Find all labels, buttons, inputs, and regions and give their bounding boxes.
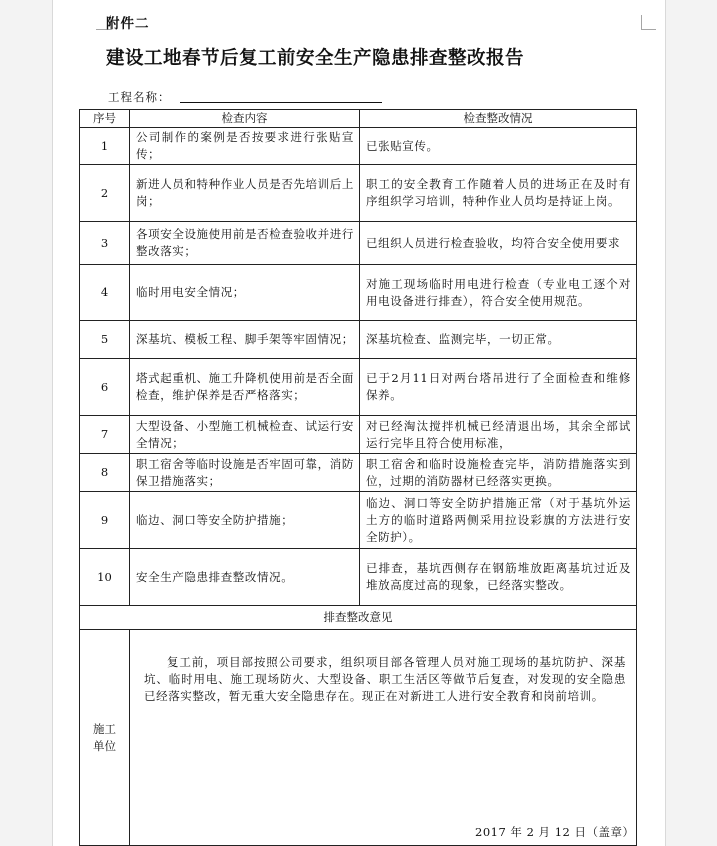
header-status: 检查整改情况	[360, 110, 637, 128]
row-rectification-status: 已组织人员进行检查验收，均符合安全使用要求	[360, 222, 637, 265]
row-check-content: 各项安全设施使用前是否检查验收并进行整改落实；	[130, 222, 360, 265]
table-row	[80, 359, 637, 416]
table-row	[80, 492, 637, 549]
header-no: 序号	[80, 110, 130, 128]
table-header-row	[80, 110, 637, 128]
row-number: 7	[80, 416, 130, 454]
row-number: 1	[80, 128, 130, 165]
row-check-content: 安全生产隐患排查整改情况。	[130, 549, 360, 606]
row-rectification-status: 已于2月11日对两台塔吊进行了全面检查和维修保养。	[360, 359, 637, 416]
document-title: 建设工地春节后复工前安全生产隐患排查整改报告	[106, 48, 525, 69]
row-rectification-status: 职工宿舍和临时设施检查完毕，消防措施落实到位，过期的消防器材已经落实更换。	[360, 454, 637, 492]
project-name-label: 工程名称：	[108, 90, 171, 104]
row-number: 4	[80, 265, 130, 321]
unit-label-line-2: 单位	[93, 738, 116, 753]
table-row	[80, 165, 637, 222]
table-row	[80, 265, 637, 321]
project-name-field-line[interactable]	[180, 102, 382, 103]
page-corner-mark-top-right	[641, 15, 656, 30]
table-row	[80, 454, 637, 492]
row-check-content: 大型设备、小型施工机械检查、试运行安全情况；	[130, 416, 360, 454]
row-check-content: 公司制作的案例是否按要求进行张贴宣传；	[130, 128, 360, 165]
row-check-content: 新进人员和特种作业人员是否先培训后上岗；	[130, 165, 360, 222]
signature-date: 2017 年 2 月 12 日（盖章）	[475, 825, 635, 839]
opinion-header: 排查整改意见	[80, 606, 637, 630]
opinion-cell	[130, 630, 637, 846]
opinion-row	[80, 630, 637, 846]
row-rectification-status: 深基坑检查、监测完毕，一切正常。	[360, 321, 637, 359]
table-row	[80, 222, 637, 265]
row-rectification-status: 临边、洞口等安全防护措施正常（对于基坑外运土方的临时道路两侧采用拉设彩旗的方法进行安全防护）。	[360, 492, 637, 549]
row-number: 6	[80, 359, 130, 416]
table-row	[80, 128, 637, 165]
row-check-content: 临时用电安全情况；	[130, 265, 360, 321]
row-rectification-status: 职工的安全教育工作随着人员的进场正在及时有序组织学习培训，特种作业人员均是持证上岗。	[360, 165, 637, 222]
row-number: 5	[80, 321, 130, 359]
row-check-content: 深基坑、模板工程、脚手架等牢固情况；	[130, 321, 360, 359]
row-number: 8	[80, 454, 130, 492]
table-row	[80, 321, 637, 359]
row-number: 3	[80, 222, 130, 265]
row-number: 10	[80, 549, 130, 606]
opinion-text: 复工前，项目部按照公司要求，组织项目部各管理人员对施工现场的基坑防护、深基坑、临时用电、施工现场防火、大型设备、职工生活区等做节后复查，对发现的安全隐患已经落实整改，暂无重大安全隐患存在。现正在对新进工人进行安全教育和岗前培训。	[144, 655, 626, 703]
header-content: 检查内容	[130, 110, 360, 128]
row-number: 2	[80, 165, 130, 222]
row-check-content: 临边、洞口等安全防护措施；	[130, 492, 360, 549]
row-number: 9	[80, 492, 130, 549]
row-check-content: 塔式起重机、施工升降机使用前是否全面检查，维护保养是否严格落实；	[130, 359, 360, 416]
inspection-table	[79, 109, 637, 846]
construction-unit-label	[80, 630, 130, 846]
unit-label-line-1: 施工	[93, 721, 116, 736]
row-rectification-status: 已排查，基坑西侧存在钢筋堆放距离基坑过近及堆放高度过高的现象，已经落实整改。	[360, 549, 637, 606]
row-check-content: 职工宿舍等临时设施是否牢固可靠，消防保卫措施落实；	[130, 454, 360, 492]
table-row	[80, 416, 637, 454]
row-rectification-status: 对已经淘汰搅拌机械已经清退出场，其余全部试运行完毕且符合使用标准，	[360, 416, 637, 454]
table-row	[80, 549, 637, 606]
opinion-header-row	[80, 606, 637, 630]
row-rectification-status: 对施工现场临时用电进行检查（专业电工逐个对用电设备进行排查），符合安全使用规范。	[360, 265, 637, 321]
annex-label: 附件二	[106, 16, 150, 32]
row-rectification-status: 已张贴宣传。	[360, 128, 637, 165]
